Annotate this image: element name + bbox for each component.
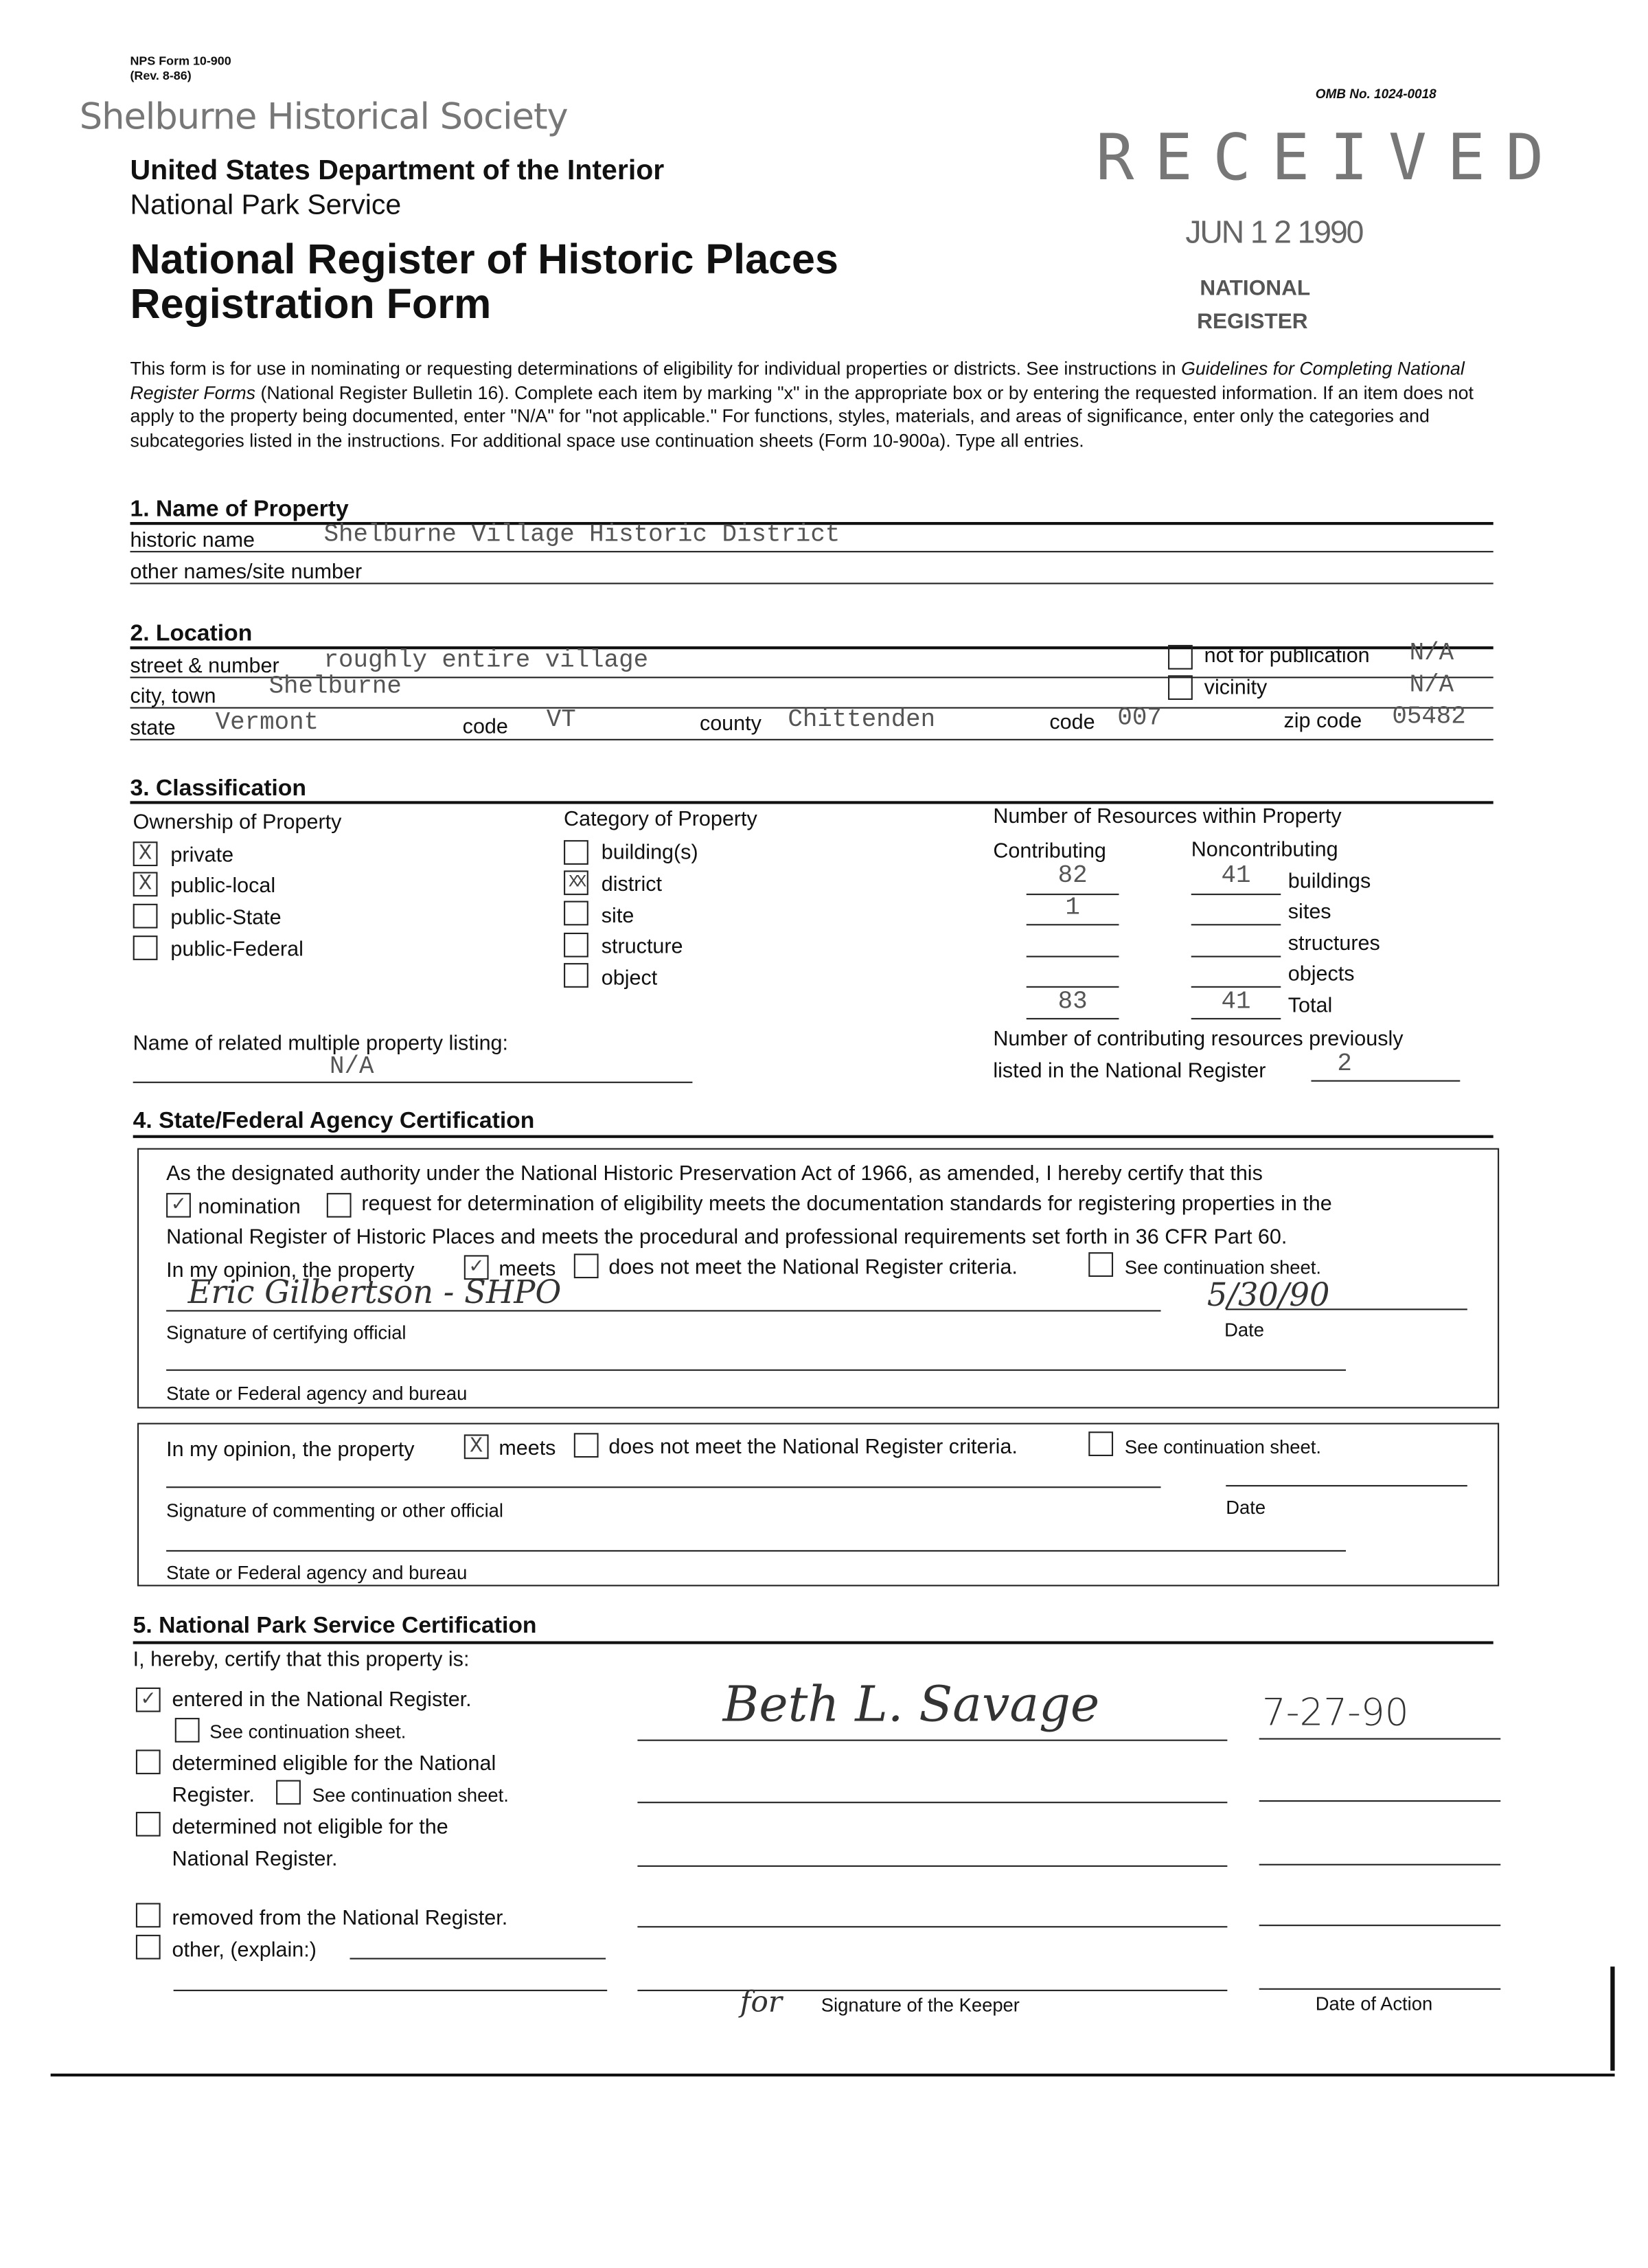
eligible-checkbox[interactable] xyxy=(136,1749,161,1774)
ownership-public-federal-checkbox[interactable] xyxy=(133,935,158,960)
see-continuation-checkbox-2[interactable] xyxy=(1088,1431,1113,1456)
state-code-value: VT xyxy=(546,707,576,735)
action-date-label: Date of Action xyxy=(1315,1993,1433,2015)
date-label: Date xyxy=(1224,1318,1264,1341)
field-line xyxy=(130,551,1493,552)
category-building-label: building(s) xyxy=(601,841,698,865)
county-value: Chittenden xyxy=(788,707,936,735)
field-line xyxy=(1191,924,1281,925)
resources-label: Number of Resources within Property xyxy=(993,805,1342,829)
date-line xyxy=(1226,1485,1467,1486)
section-2-heading: 2. Location xyxy=(130,622,253,647)
instructions: This form is for use in nominating or requesting determinations of eligibility for individual properties or districts. See instructions in Guidelines for Completing National Register Forms (National Register Bulletin 16). Complete each item by marking "x" in the appropriate box or by entering the requested information. If an item does not apply to the property being documented, enter "N/A" for "not applicable." For functions, styles, materials, and areas of significance, enter only the categories and subcategories listed in the instructions. For additional space use continuation sheets (Form 10-900a). Type all entries. xyxy=(130,359,1474,451)
entered-continuation-label: See continuation sheet. xyxy=(209,1721,407,1743)
section-5-heading: 5. National Park Service Certification xyxy=(133,1613,537,1639)
opinion-label: In my opinion, the property xyxy=(166,1259,415,1283)
request-checkbox[interactable] xyxy=(327,1193,352,1218)
nomination-checkbox[interactable]: ✓ xyxy=(166,1193,191,1218)
other-names-label: other names/site number xyxy=(130,560,363,585)
page-title: National Register of Historic Places xyxy=(130,237,838,284)
certifying-signature: Eric Gilbertson - SHPO xyxy=(187,1275,562,1312)
not-eligible-checkbox[interactable] xyxy=(136,1812,161,1837)
category-label: Category of Property xyxy=(564,808,757,832)
section-1-heading: 1. Name of Property xyxy=(130,497,349,522)
page-edge-mark xyxy=(1610,1966,1614,2071)
ownership-public-local-checkbox[interactable]: X xyxy=(133,872,158,896)
vicinity-checkbox[interactable] xyxy=(1168,675,1193,700)
certify-text-1: As the designated authority under the National Historic Preservation Act of 1966, as amended, I hereby certify that this xyxy=(166,1162,1263,1186)
field-line xyxy=(130,582,1493,584)
meets-label: meets xyxy=(499,1258,556,1282)
category-structure-checkbox[interactable] xyxy=(564,933,588,957)
city-value: Shelburne xyxy=(268,674,402,702)
eligible-continuation-label: See continuation sheet. xyxy=(312,1784,509,1806)
field-line xyxy=(1191,986,1281,988)
category-object-label: object xyxy=(601,967,658,991)
category-object-checkbox[interactable] xyxy=(564,963,588,988)
street-label: street & number xyxy=(130,655,279,679)
field-line xyxy=(1311,1080,1460,1082)
other-explain-line-2 xyxy=(174,1990,608,1991)
department: United States Department of the Interior xyxy=(130,155,665,187)
not-for-publication-value: N/A xyxy=(1409,640,1454,668)
form-rev: (Rev. 8-86) xyxy=(130,67,192,82)
field-line xyxy=(130,739,1493,740)
agency: National Park Service xyxy=(130,189,402,222)
keeper-label: Signature of the Keeper xyxy=(821,1994,1020,2016)
divider xyxy=(130,801,1493,804)
removed-label: removed from the National Register. xyxy=(172,1907,508,1931)
signature-line xyxy=(166,1310,1160,1311)
field-line xyxy=(1027,924,1119,925)
entered-continuation-checkbox[interactable] xyxy=(175,1718,200,1743)
watermark: Shelburne Historical Society xyxy=(79,95,568,137)
field-line xyxy=(133,1082,693,1083)
county-code-label: code xyxy=(1049,711,1095,735)
nps-certify-intro: I, hereby, certify that this property is: xyxy=(133,1648,470,1672)
contributing-total: 83 xyxy=(1057,988,1088,1017)
not-for-publication-label: not for publication xyxy=(1204,644,1370,668)
other-label: other, (explain:) xyxy=(172,1939,317,1962)
noncontributing-buildings: 41 xyxy=(1221,863,1251,891)
not-for-publication-checkbox[interactable] xyxy=(1168,645,1193,670)
section-3-heading: 3. Classification xyxy=(130,776,306,802)
previously-listed-value: 2 xyxy=(1337,1051,1352,1079)
signature-line xyxy=(637,1990,1227,1991)
form-id: NPS Form 10-900 xyxy=(130,53,231,68)
date-line xyxy=(1226,1308,1467,1310)
see-continuation-label-2: See continuation sheet. xyxy=(1124,1436,1321,1458)
contributing-sites: 1 xyxy=(1065,895,1080,923)
date-line xyxy=(1259,1864,1501,1866)
entered-label: entered in the National Register. xyxy=(172,1688,472,1712)
page-bottom-rule xyxy=(51,2074,1615,2076)
divider xyxy=(133,1135,1494,1138)
signature-line xyxy=(166,1486,1160,1488)
signature-line xyxy=(637,1802,1227,1803)
not-eligible-label-2: National Register. xyxy=(172,1848,338,1872)
ownership-public-local-label: public-local xyxy=(170,874,276,898)
stamp-register: REGISTER xyxy=(1197,309,1308,334)
meets-label-2: meets xyxy=(499,1437,556,1461)
date-line xyxy=(1259,1738,1501,1740)
ownership-private-label: private xyxy=(170,844,234,868)
keeper-initials: for xyxy=(740,1984,782,2019)
vicinity-label: vicinity xyxy=(1204,677,1268,700)
other-explain-line xyxy=(350,1958,606,1960)
resource-total-label: Total xyxy=(1288,995,1333,1019)
meets-checkbox-2[interactable]: X xyxy=(464,1434,489,1459)
see-continuation-checkbox[interactable] xyxy=(1088,1252,1113,1277)
section-4-heading: 4. State/Federal Agency Certification xyxy=(133,1109,535,1134)
keeper-signature: Beth L. Savage xyxy=(722,1675,1100,1734)
stamp-date: JUN 1 2 1990 xyxy=(1185,214,1363,251)
ownership-public-federal-label: public-Federal xyxy=(170,938,304,962)
noncontributing-label: Noncontributing xyxy=(1191,839,1338,862)
commenting-signature-label: Signature of commenting or other official xyxy=(166,1499,503,1521)
multiple-listing-value: N/A xyxy=(329,1054,374,1082)
removed-checkbox[interactable] xyxy=(136,1903,161,1928)
county-label: county xyxy=(699,712,762,736)
category-district-checkbox[interactable]: XX xyxy=(564,870,588,895)
signature-line xyxy=(637,1740,1227,1741)
signature-label: Signature of certifying official xyxy=(166,1322,407,1343)
county-code-value: 007 xyxy=(1117,705,1162,734)
date-label-2: Date xyxy=(1226,1496,1266,1519)
see-continuation-label: See continuation sheet. xyxy=(1124,1256,1321,1279)
request-label: request for determination of eligibility meets the documentation standards for registering properties in the xyxy=(361,1192,1332,1216)
previously-listed-label-1: Number of contributing resources previously xyxy=(993,1028,1404,1052)
date-line xyxy=(1259,1988,1501,1990)
historic-name-label: historic name xyxy=(130,529,255,553)
category-site-checkbox[interactable] xyxy=(564,901,588,926)
opinion-label-2: In my opinion, the property xyxy=(166,1438,415,1462)
ownership-label: Ownership of Property xyxy=(133,811,342,835)
category-site-label: site xyxy=(601,905,634,929)
category-district-label: district xyxy=(601,873,663,897)
nomination-label: nomination xyxy=(198,1196,301,1219)
ownership-private-checkbox[interactable]: X xyxy=(133,841,158,866)
resource-structures-label: structures xyxy=(1288,932,1380,956)
action-date: 7-27-90 xyxy=(1261,1692,1409,1736)
field-line xyxy=(1191,1018,1281,1019)
agency-line xyxy=(166,1550,1346,1552)
multiple-listing-label: Name of related multiple property listing: xyxy=(133,1032,509,1056)
page-subtitle: Registration Form xyxy=(130,282,492,328)
does-not-meet-label: does not meet the National Register criteria. xyxy=(608,1256,1018,1280)
stamp-received: RECEIVED xyxy=(1095,121,1564,196)
agency-label: State or Federal agency and bureau xyxy=(166,1382,468,1405)
resource-buildings-label: buildings xyxy=(1288,870,1371,894)
vicinity-value: N/A xyxy=(1409,672,1454,700)
certifying-date: 5/30/90 xyxy=(1206,1278,1330,1315)
does-not-meet-checkbox[interactable] xyxy=(574,1254,599,1278)
does-not-meet-label-2: does not meet the National Register criteria. xyxy=(608,1436,1018,1460)
entered-checkbox[interactable]: ✓ xyxy=(136,1688,161,1712)
category-structure-label: structure xyxy=(601,935,683,959)
divider xyxy=(133,1641,1494,1644)
date-line xyxy=(1259,1800,1501,1802)
date-line xyxy=(1259,1925,1501,1926)
category-building-checkbox[interactable] xyxy=(564,840,588,865)
eligible-label-1: determined eligible for the National xyxy=(172,1752,496,1776)
state-label: state xyxy=(130,717,176,740)
not-eligible-label-1: determined not eligible for the xyxy=(172,1816,448,1839)
field-line xyxy=(1027,956,1119,957)
state-value: Vermont xyxy=(215,710,319,738)
meets-checkbox[interactable]: ✓ xyxy=(464,1255,489,1280)
historic-name-value: Shelburne Village Historic District xyxy=(323,521,840,549)
signature-line xyxy=(637,1866,1227,1867)
city-label: city, town xyxy=(130,685,216,709)
eligible-continuation-checkbox[interactable] xyxy=(276,1780,301,1805)
zip-value: 05482 xyxy=(1392,704,1466,732)
stamp-national: NATIONAL xyxy=(1200,276,1311,301)
resource-objects-label: objects xyxy=(1288,963,1355,986)
other-checkbox[interactable] xyxy=(136,1935,161,1960)
noncontributing-total: 41 xyxy=(1221,988,1251,1017)
contributing-buildings: 82 xyxy=(1057,863,1088,891)
street-value: roughly entire village xyxy=(323,648,649,676)
zip-label: zip code xyxy=(1283,710,1362,734)
contributing-label: Contributing xyxy=(993,840,1106,863)
previously-listed-label-2: listed in the National Register xyxy=(993,1060,1266,1083)
field-line xyxy=(1191,956,1281,957)
resource-sites-label: sites xyxy=(1288,900,1331,925)
omb-number: OMB No. 1024-0018 xyxy=(1315,87,1437,102)
field-line xyxy=(1027,1018,1119,1019)
field-line xyxy=(1191,894,1281,895)
does-not-meet-checkbox-2[interactable] xyxy=(574,1433,599,1458)
agency-line xyxy=(166,1370,1346,1371)
field-line xyxy=(1027,986,1119,988)
agency-label-2: State or Federal agency and bureau xyxy=(166,1561,468,1584)
signature-line xyxy=(637,1926,1227,1927)
ownership-public-state-checkbox[interactable] xyxy=(133,904,158,929)
certify-text-3: National Register of Historic Places and meets the procedural and professional requirements set forth in 36 CFR Part 60. xyxy=(166,1226,1288,1249)
eligible-label-2: Register. xyxy=(172,1784,255,1808)
state-code-label: code xyxy=(462,716,508,739)
ownership-public-state-label: public-State xyxy=(170,906,282,930)
